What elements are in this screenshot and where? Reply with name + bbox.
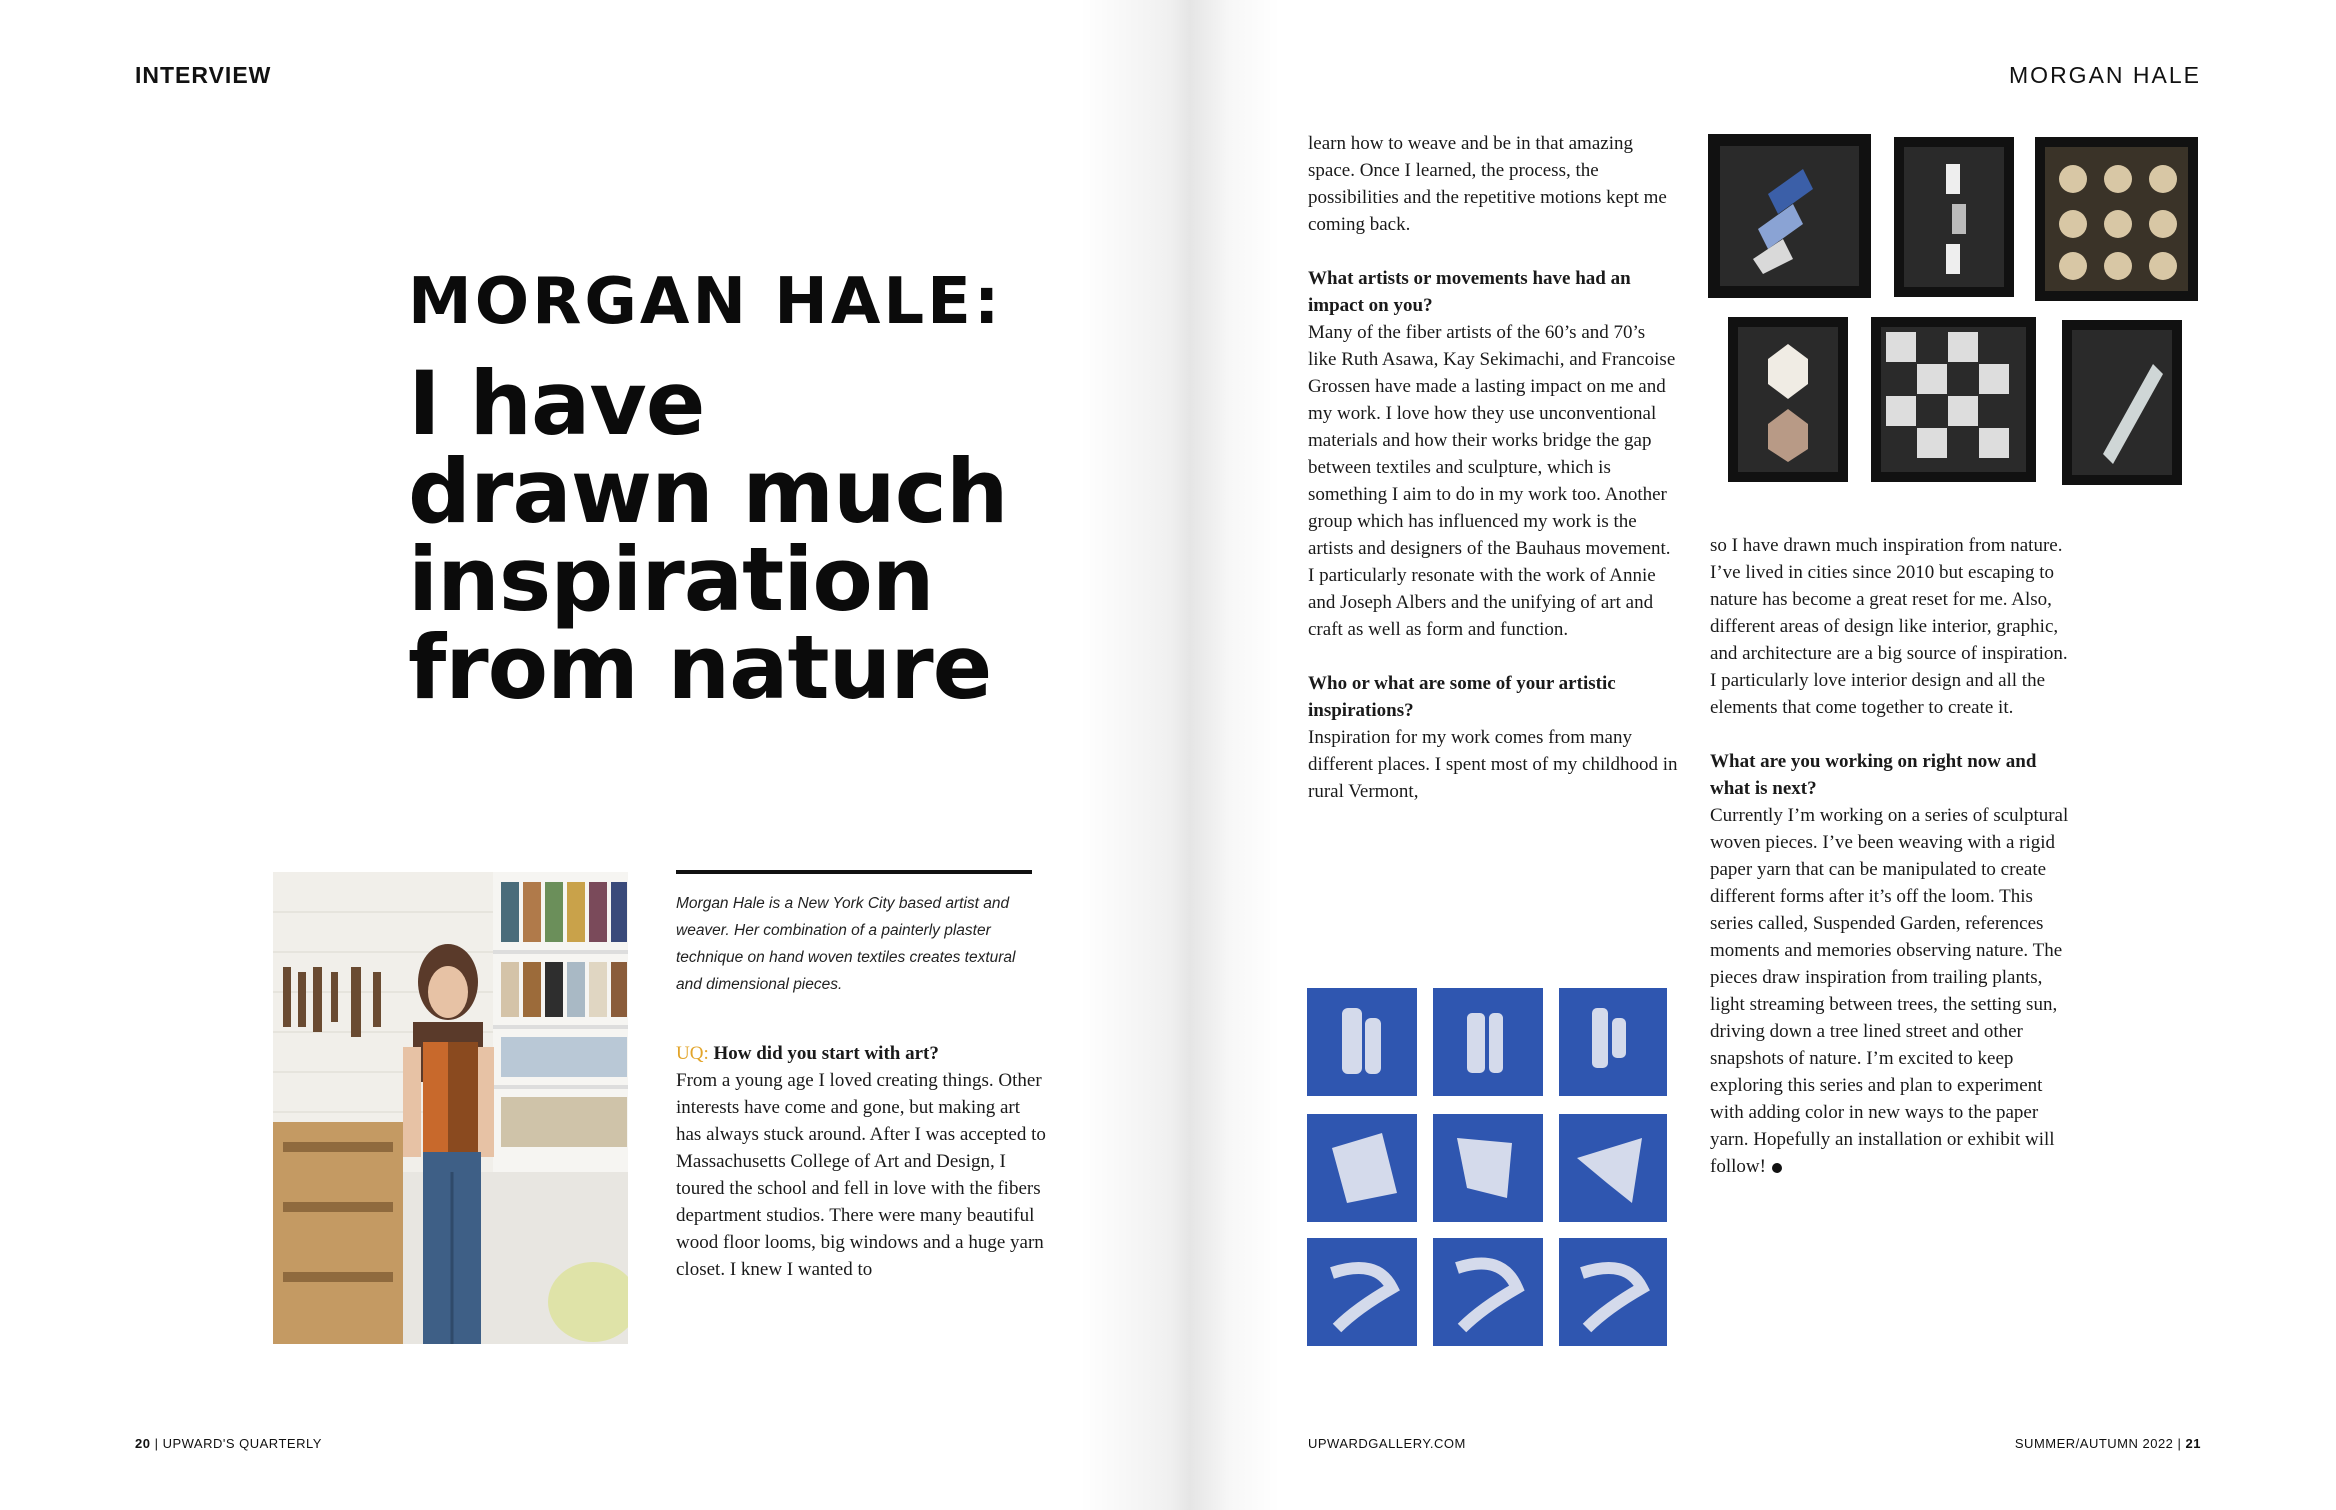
weavings-illustration	[1708, 134, 2208, 494]
answer-continuation: learn how to weave and be in that amazing space. Once I learned, the process, the possibilities and the repetitive motions kept me coming back.	[1308, 133, 1667, 235]
headline-line: inspiration	[408, 528, 934, 631]
interview-question: What are you working on right now and what is next?	[1710, 751, 2037, 799]
headline-kicker: MORGAN HALE:	[408, 265, 1003, 339]
page-number: 21	[2185, 1436, 2201, 1451]
headline-line: drawn much	[408, 440, 1008, 543]
interview-answer: From a young age I loved creating things. Other interests have come and gone, but making art has always stuck around. After I was accepted to Massachusetts College of Art and Design, I toured the school and fell in love with the fibers department studios. There were many beautiful wood floor looms, big windows and a huge yarn closet. I knew I wanted to	[676, 1070, 1046, 1280]
answer-text: Currently I’m working on a series of sculptural woven pieces. I’ve been weaving with a rigid paper yarn that can be manipulated to create different forms after it’s off the loom. This series called, Suspended Garden, references moments and memories observing nature. The pieces draw inspiration from trailing plants, light streaming between trees, the setting sun, driving down a tree lined street and other snapshots of nature. I’m excited to keep exploring this series and plan to experiment with adding color in new ways to the paper yarn. Hopefully an installation or exhibit will follow!	[1710, 805, 2069, 1177]
footer-right	[2015, 1436, 2201, 1451]
end-mark-icon	[1772, 1163, 1782, 1173]
interview-answer	[1710, 802, 2080, 1180]
page-number: 20	[135, 1436, 151, 1451]
answer-continuation: so I have drawn much inspiration from nature. I’ve lived in cities since 2010 but escaping to nature has become a great reset for me. Also, different areas of design like interior, graphic, and architecture are a big source of inspiration.	[1710, 535, 2068, 664]
article-column-3	[1710, 532, 2080, 1180]
blue-panels-illustration	[1307, 988, 1667, 1346]
portrait-illustration	[273, 872, 628, 1344]
answer-continuation: I particularly love interior design and all the elements that come together to create it.	[1710, 670, 2046, 718]
uq-label: UQ:	[676, 1043, 709, 1064]
article-column-2	[1308, 130, 1678, 805]
artist-portrait-photo	[273, 872, 628, 1344]
headline-line: I have	[408, 352, 705, 455]
framed-weavings-image	[1708, 134, 2208, 494]
footer-website: UPWARDGALLERY.COM	[1308, 1436, 1466, 1451]
interview-answer: Many of the fiber artists of the 60’s and 70’s like Ruth Asawa, Kay Sekimachi, and Francoise Grossen have made a lasting impact on me and my work. I love how they use unconventional materials and how their works bridge the gap between textiles and sculpture, which is something I aim to do in my work too. Another group which has influenced my work is the artists and designers of the Bauhaus movement. I particularly resonate with the work of Annie and Joseph Albers and the unifying of art and craft as well as form and function.	[1308, 322, 1676, 640]
running-head-name: MORGAN HALE	[2009, 62, 2201, 88]
running-head-section: INTERVIEW	[135, 62, 272, 88]
article-intro: Morgan Hale is a New York City based artist and weaver. Her combination of a painterly plaster technique on hand woven textiles creates textural and dimensional pieces.	[676, 895, 1016, 993]
interview-question: What artists or movements have had an impact on you?	[1308, 268, 1631, 316]
headline-title	[408, 352, 1048, 719]
interview-question: How did you start with art?	[713, 1043, 939, 1064]
interview-question: Who or what are some of your artistic inspirations?	[1308, 673, 1616, 721]
interview-answer: Inspiration for my work comes from many different places. I spent most of my childhood in rural Vermont,	[1308, 727, 1678, 802]
headline-line: from nature	[408, 616, 992, 719]
page-gutter-shadow	[1080, 0, 1280, 1510]
article-column-1	[676, 1040, 1046, 1283]
publication-name: | UPWARD'S QUARTERLY	[150, 1436, 322, 1451]
blue-panels-image	[1307, 988, 1667, 1346]
footer-left	[135, 1436, 322, 1451]
issue-label: SUMMER/AUTUMN 2022 |	[2014, 1436, 2186, 1451]
article-headline	[408, 265, 1048, 719]
intro-divider	[676, 870, 1032, 874]
